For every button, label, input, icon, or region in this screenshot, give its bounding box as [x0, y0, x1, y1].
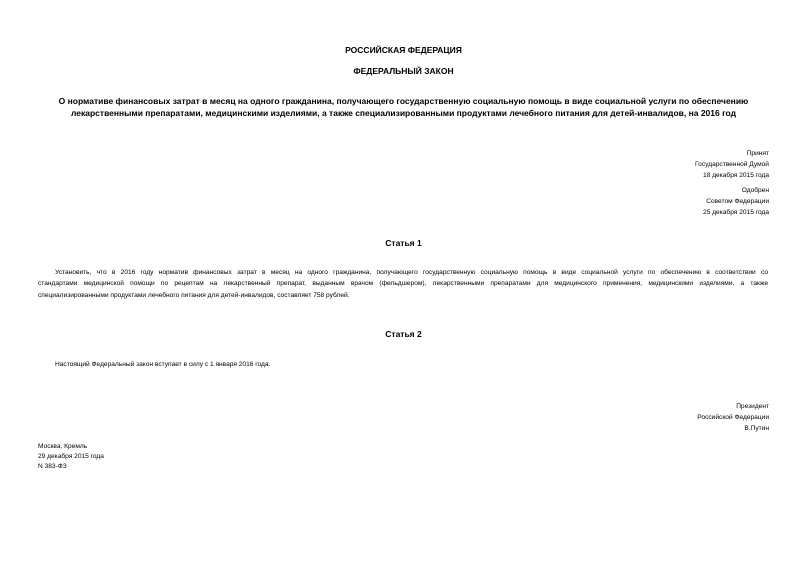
- law-title-line-2: лекарственными препаратами, медицинскими изделиями, а также специализированными продуктами лечебного питания для детей-инвалидов, на 2016 год: [70, 107, 736, 118]
- approved-body: Советом Федерации: [706, 198, 769, 205]
- signature-country: Российской Федерации: [697, 414, 769, 421]
- adopted-date: 18 декабря 2015 года: [703, 172, 769, 179]
- signature-name: В.Путин: [744, 425, 769, 432]
- law-title-line-1: О нормативе финансовых затрат в месяц на одного гражданина, получающего государственную социальную помощь в виде социальной услуги по обеспечению: [58, 96, 749, 106]
- law-type-heading: ФЕДЕРАЛЬНЫЙ ЗАКОН: [353, 66, 454, 76]
- article-1-line-3: специализированными продуктами лечебного питания для детей-инвалидов, составляет 758 рублей.: [38, 291, 350, 299]
- adopted-body: Государственной Думой: [695, 161, 769, 168]
- law-number: N 383-ФЗ: [38, 463, 67, 470]
- signing-date: 29 декабря 2015 года: [38, 453, 104, 460]
- approved-label: Одобрен: [741, 187, 769, 194]
- article-1-heading: Статья 1: [385, 238, 422, 248]
- country-heading: РОССИЙСКАЯ ФЕДЕРАЦИЯ: [345, 45, 462, 55]
- approved-date: 25 декабря 2015 года: [703, 209, 769, 216]
- signing-place: Москва, Кремль: [38, 443, 88, 450]
- article-2-heading: Статья 2: [385, 329, 422, 339]
- signature-block: [697, 401, 769, 434]
- article-1-text: [38, 267, 768, 301]
- law-title: [30, 96, 777, 119]
- signature-title: Президент: [736, 403, 769, 410]
- place-date-block: [38, 442, 104, 472]
- article-1-line-1: Установить, что в 2016 году норматив финансовых затрат в месяц на одного гражданина, получающего государственную социальную помощь в виде социальной услуги по обеспечению в соответствии со: [55, 269, 768, 276]
- article-2-text: Настоящий Федеральный закон вступает в силу с 1 января 2016 года.: [55, 361, 271, 368]
- approved-block: [703, 185, 769, 218]
- adopted-label: Принят: [746, 150, 769, 157]
- article-1-line-2: стандартами медицинской помощи по рецептам на лекарственный препарат, выданным врачом (фельдшером), лекарственными препаратами для медицинского применения, медицинскими изделиями, а также: [38, 280, 768, 288]
- adopted-block: [695, 148, 769, 181]
